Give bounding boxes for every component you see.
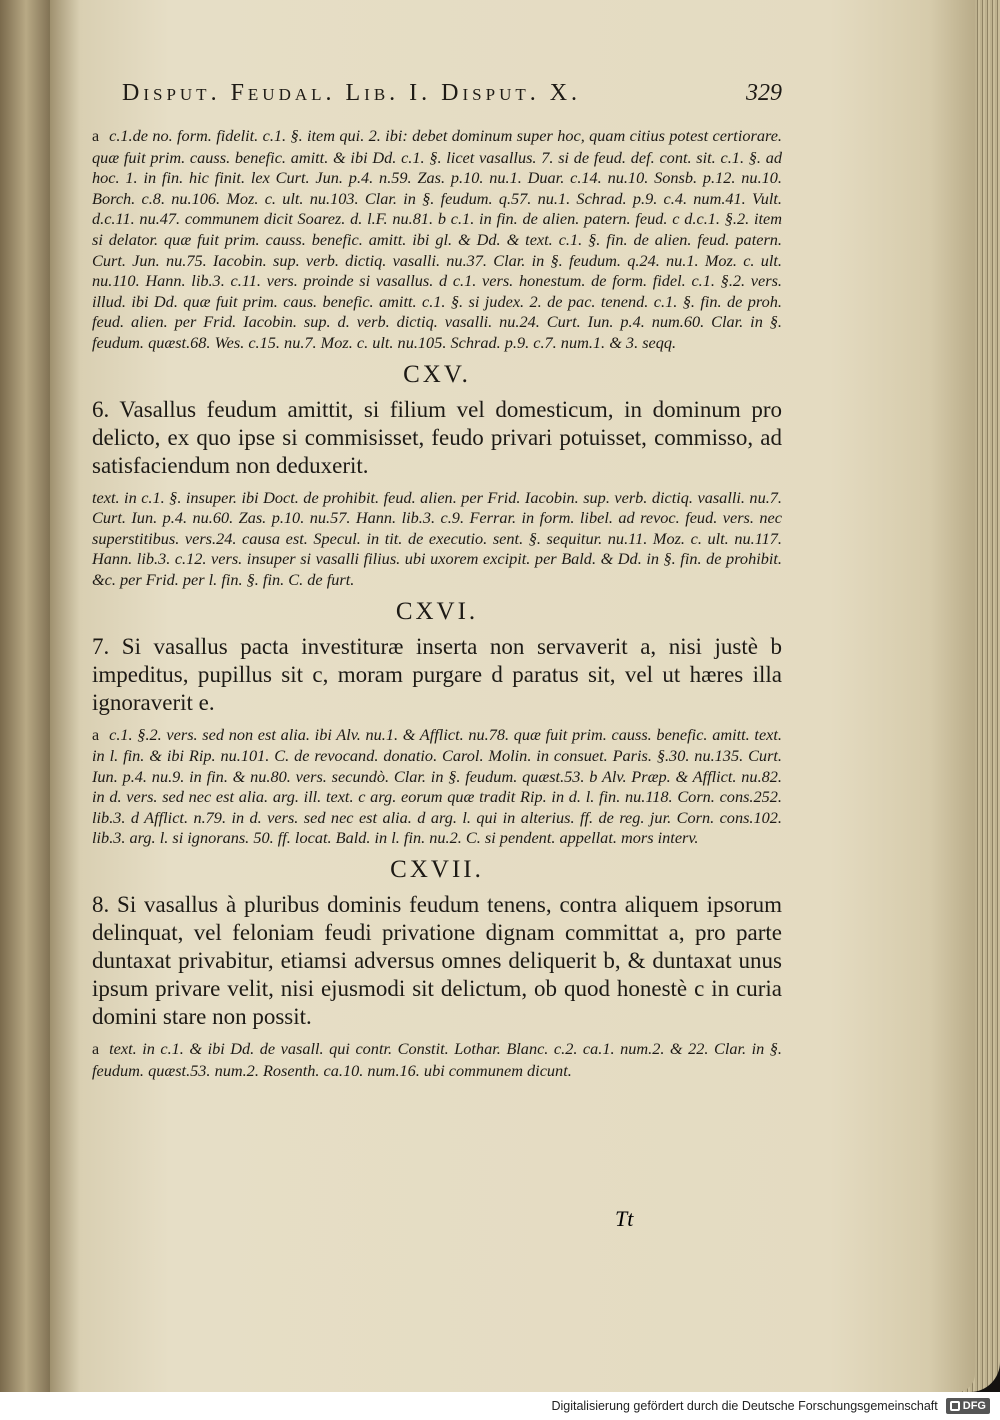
- main-paragraph: 7. Si vasallus pacta investituræ inserta non servaverit a, nisi justè b impeditus, pupillus sit c, moram purgare d paratus sit, vel ut hæres illa ignoraverit e.: [92, 633, 782, 715]
- page-content: [92, 80, 782, 1081]
- main-paragraph: 8. Si vasallus à pluribus dominis feudum tenens, contra aliquem ipsorum delinquat, vel feloniam feudi privatione dignam committat a, pro parte duntaxat privabitur, etiamsi adversus omnes deliquerit b, & duntaxat unus ipsum privare velit, nisi ejusmodi sit delictum, ob quod honestè c in curia domini stare non possit.: [92, 892, 782, 1030]
- dfg-logo-text: DFG: [962, 1400, 986, 1412]
- footnote-block: [92, 126, 782, 354]
- footnote-text: c.1. §.2. vers. sed non est alia. ibi Alv. nu.1. & Afflict. nu.78. quæ fuit prim. causs. benefic. amitt. text. in l. fin. & ibi Rip. nu.101. C. de revocand. donatio. Carol. Molin. in consuet. Paris. §.30. nu.135. Curt. Iun. p.4. nu.9. in fin. & nu.80. vers. secundò. Clar. in §. feudum. quæst.53. b Alv. Præp. & Afflict. nu.82. in d. vers. sed nec est alia. arg. ill. text. c arg. eorum quæ tradit Rip. in d. l. fin. nu.118. Corn. cons.252. lib.3. d Afflict. n.79. in d. vers. sed nec est alia. d arg. l. qui in alterius. ff. de reg. jur. Corn. cons.102. lib.3. arg. l. si ignorans. 50. ff. locat. Bald. in l. fin. nu.2. C. si pendent. appellat. mors interv.: [92, 724, 782, 848]
- page-header: [122, 80, 782, 126]
- footnote-block: text. in c.1. §. insuper. ibi Doct. de prohibit. feud. alien. per Frid. Iacobin. sup. verb. dictiq. vasalli. nu.7. Curt. Iun. p.4. nu.60. Zas. p.10. nu.57. Hann. lib.3. c.9. Ferrar. in form. libel. ad revoc. feud. vers. nec superstitibus. vers.24. causa est. Specul. in tit. de executio. sent. §. sequitur. nu.11. Moz. c. ult. nu.117. Hann. lib.3. c.12. vers. insuper si vasalli filius. ubi uxorem excipit. per Bald. & Dd. in §. fin. de prohibit. &c. per Frid. per l. fin. §. fin. C. de furt.: [92, 487, 782, 589]
- section-heading: CXVII.: [390, 856, 484, 884]
- dfg-mark-icon: [950, 1401, 960, 1411]
- catchword: Tt: [615, 1206, 634, 1231]
- footnote-marker: a: [92, 1041, 100, 1059]
- footnote-block: [92, 1039, 782, 1081]
- digitization-footer: [0, 1392, 1000, 1420]
- page-number: 329: [746, 80, 782, 106]
- footnote-text: text. in c.1. & ibi Dd. de vasall. qui contr. Constit. Lothar. Blanc. c.2. ca.1. num.2. & 22. Clar. in §. feudum. quæst.53. num.2. Rosenth. ca.10. num.16. ubi communem dicunt.: [92, 1039, 782, 1080]
- footnote-block: [92, 725, 782, 850]
- footnote-text: c.1.de no. form. fidelit. c.1. §. item qui. 2. ibi: debet dominum super hoc, quam citius potest certiorare. quæ fuit prim. causs. benefic. amitt. & ibi Dd. c.1. §. licet vasallus. 7. si de feud. def. cont. sit. c.1. §. ad hoc. 1. in fin. hic finit. lex Curt. Jun. p.4. n.59. Zas. p.10. nu.1. Duar. c.14. nu.10. Sonsb. p.12. nu.10. Borch. c.8. nu.106. Moz. c. ult. nu.103. Clar. in §. feudum. q.57. nu.1. Schrad. p.9. c.4. num.41. Vult. d.c.11. nu.47. communem dicit Soarez. d. l.F. nu.81. b c.1. in fin. de alien. patern. feud. c d.c.1. §.2. item si delator. quæ fuit prim. causs. benefic. amitt. ibi gl. & Dd. & text. c.1. §. fin. de alien. feud. patern. Curt. Jun. nu.75. Iacobin. sup. verb. dictiq. vasalli. nu.37. Clar. in §. feudum. q.24. nu.1. Moz. c. ult. nu.110. Hann. lib.3. c.11. vers. proinde si vasallus. d c.1. vers. honestum. de form. fidel. c.1. §.2. vers. illud. ibi Dd. quæ fuit prim. caus. benefic. amitt. c.1. §. si judex. 2. de pac. tenend. c.1. §. fin. de proh. feud. alien. per Frid. Iacobin. sup. d. verb. dictiq. vasalli. nu.24. Curt. Iun. p.4. num.60. Clar. in §. feudum. quæst.68. Wes. c.15. nu.7. Moz. c. ult. nu.105. Schrad. p.9. c.7. num.1. & 3. seqq.: [92, 126, 782, 352]
- footnote-marker: a: [92, 726, 100, 744]
- footer-credit: Digitalisierung gefördert durch die Deutsche Forschungsgemeinschaft: [551, 1399, 938, 1413]
- dfg-logo: [946, 1398, 990, 1414]
- section-heading: CXVI.: [395, 597, 479, 625]
- footnote-marker: a: [92, 128, 100, 145]
- main-paragraph: 6. Vasallus feudum amittit, si filium vel domesticum, in dominum pro delicto, ex quo ipse si commisisset, feudo privari potuisset, commisso, ad satisfaciendum non deduxerit.: [92, 396, 782, 478]
- running-head: Disput. Feudal. Lib. I. Disput. X.: [122, 80, 582, 106]
- section-heading: CXV.: [403, 360, 471, 388]
